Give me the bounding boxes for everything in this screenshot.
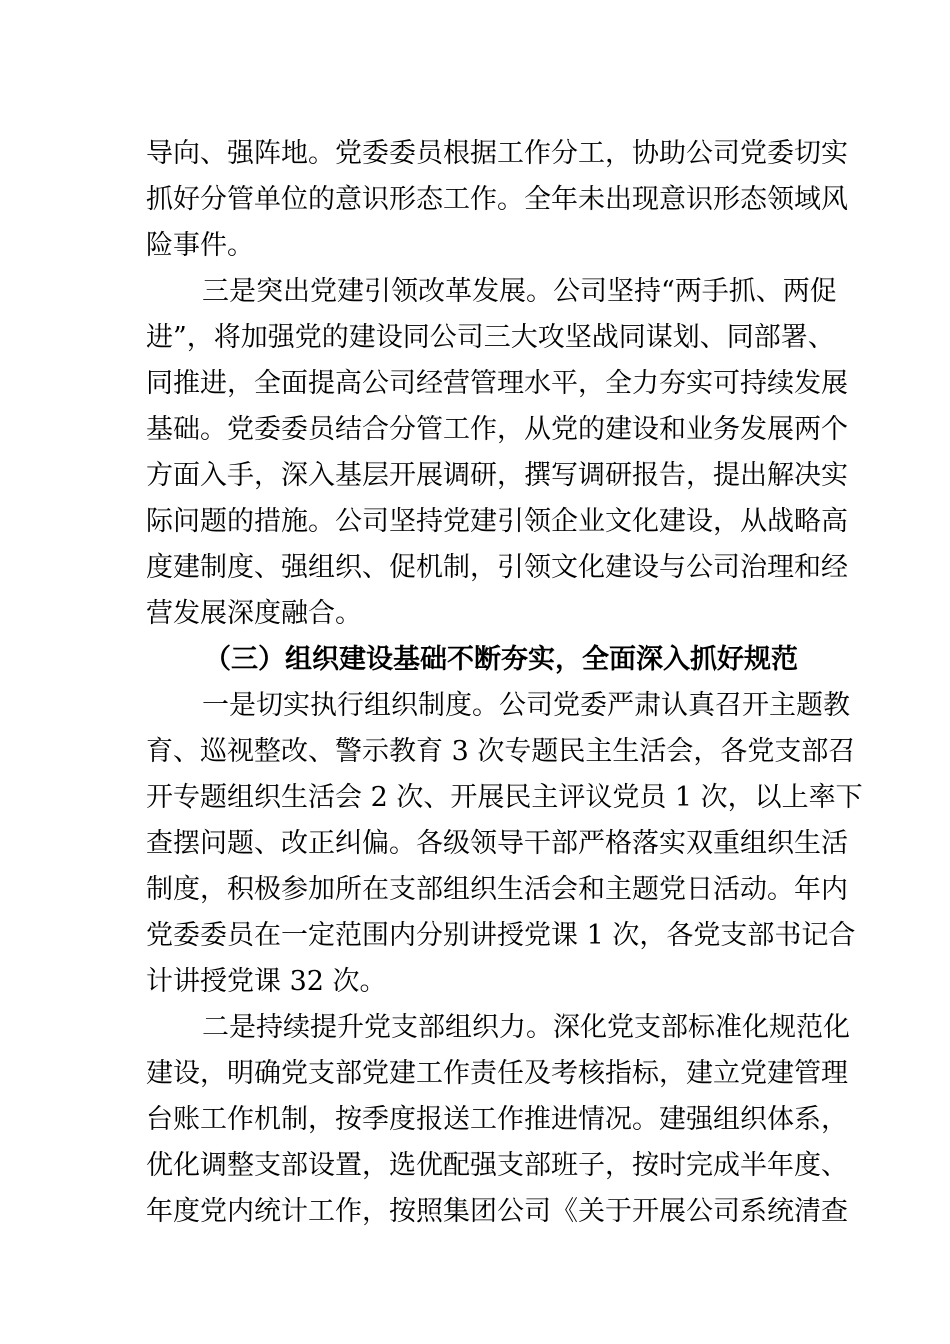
text-line: 优化调整支部设置，选优配强支部班子，按时完成半年度、 bbox=[146, 1150, 848, 1181]
text-line: 制度，积极参加所在支部组织生活会和主题党日活动。年内 bbox=[146, 874, 848, 905]
text-line: 营发展深度融合。 bbox=[146, 598, 362, 629]
text-line: 计讲授党课 32 次。 bbox=[146, 966, 387, 997]
text-line: 党委委员在一定范围内分别讲授党课 1 次，各党支部书记合 bbox=[146, 920, 856, 951]
text-line: 进”，将加强党的建设同公司三大攻坚战同谋划、同部署、 bbox=[146, 322, 835, 353]
text-line: 方面入手，深入基层开展调研，撰写调研报告，提出解决实 bbox=[146, 460, 848, 491]
text-line: 同推进，全面提高公司经营管理水平，全力夯实可持续发展 bbox=[146, 368, 848, 399]
text-line: 年度党内统计工作，按照集团公司《关于开展公司系统清查 bbox=[146, 1196, 848, 1227]
text-line: 台账工作机制，按季度报送工作推进情况。建强组织体系， bbox=[146, 1104, 848, 1135]
paragraph-first-line: 一是切实执行组织制度。公司党委严肃认真召开主题教 bbox=[202, 690, 850, 721]
section-heading: （三）组织建设基础不断夯实，全面深入抓好规范 bbox=[204, 644, 798, 675]
text-line: 基础。党委委员结合分管工作，从党的建设和业务发展两个 bbox=[146, 414, 848, 445]
paragraph-first-line: 二是持续提升党支部组织力。深化党支部标准化规范化 bbox=[202, 1012, 850, 1043]
text-line: 开专题组织生活会 2 次、开展民主评议党员 1 次，以上率下 bbox=[146, 782, 863, 813]
text-line: 度建制度、强组织、促机制，引领文化建设与公司治理和经 bbox=[146, 552, 848, 583]
text-line: 导向、强阵地。党委委员根据工作分工，协助公司党委切实 bbox=[146, 138, 848, 169]
text-line: 际问题的措施。公司坚持党建引领企业文化建设，从战略高 bbox=[146, 506, 848, 537]
text-line: 查摆问题、改正纠偏。各级领导干部严格落实双重组织生活 bbox=[146, 828, 848, 859]
text-line: 抓好分管单位的意识形态工作。全年未出现意识形态领域风 bbox=[146, 184, 848, 215]
text-line: 险事件。 bbox=[146, 230, 254, 261]
paragraph-first-line: 三是突出党建引领改革发展。公司坚持“两手抓、两促 bbox=[202, 276, 837, 307]
text-line: 育、巡视整改、警示教育 3 次专题民主生活会，各党支部召 bbox=[146, 736, 856, 767]
text-line: 建设，明确党支部党建工作责任及考核指标，建立党建管理 bbox=[146, 1058, 848, 1089]
